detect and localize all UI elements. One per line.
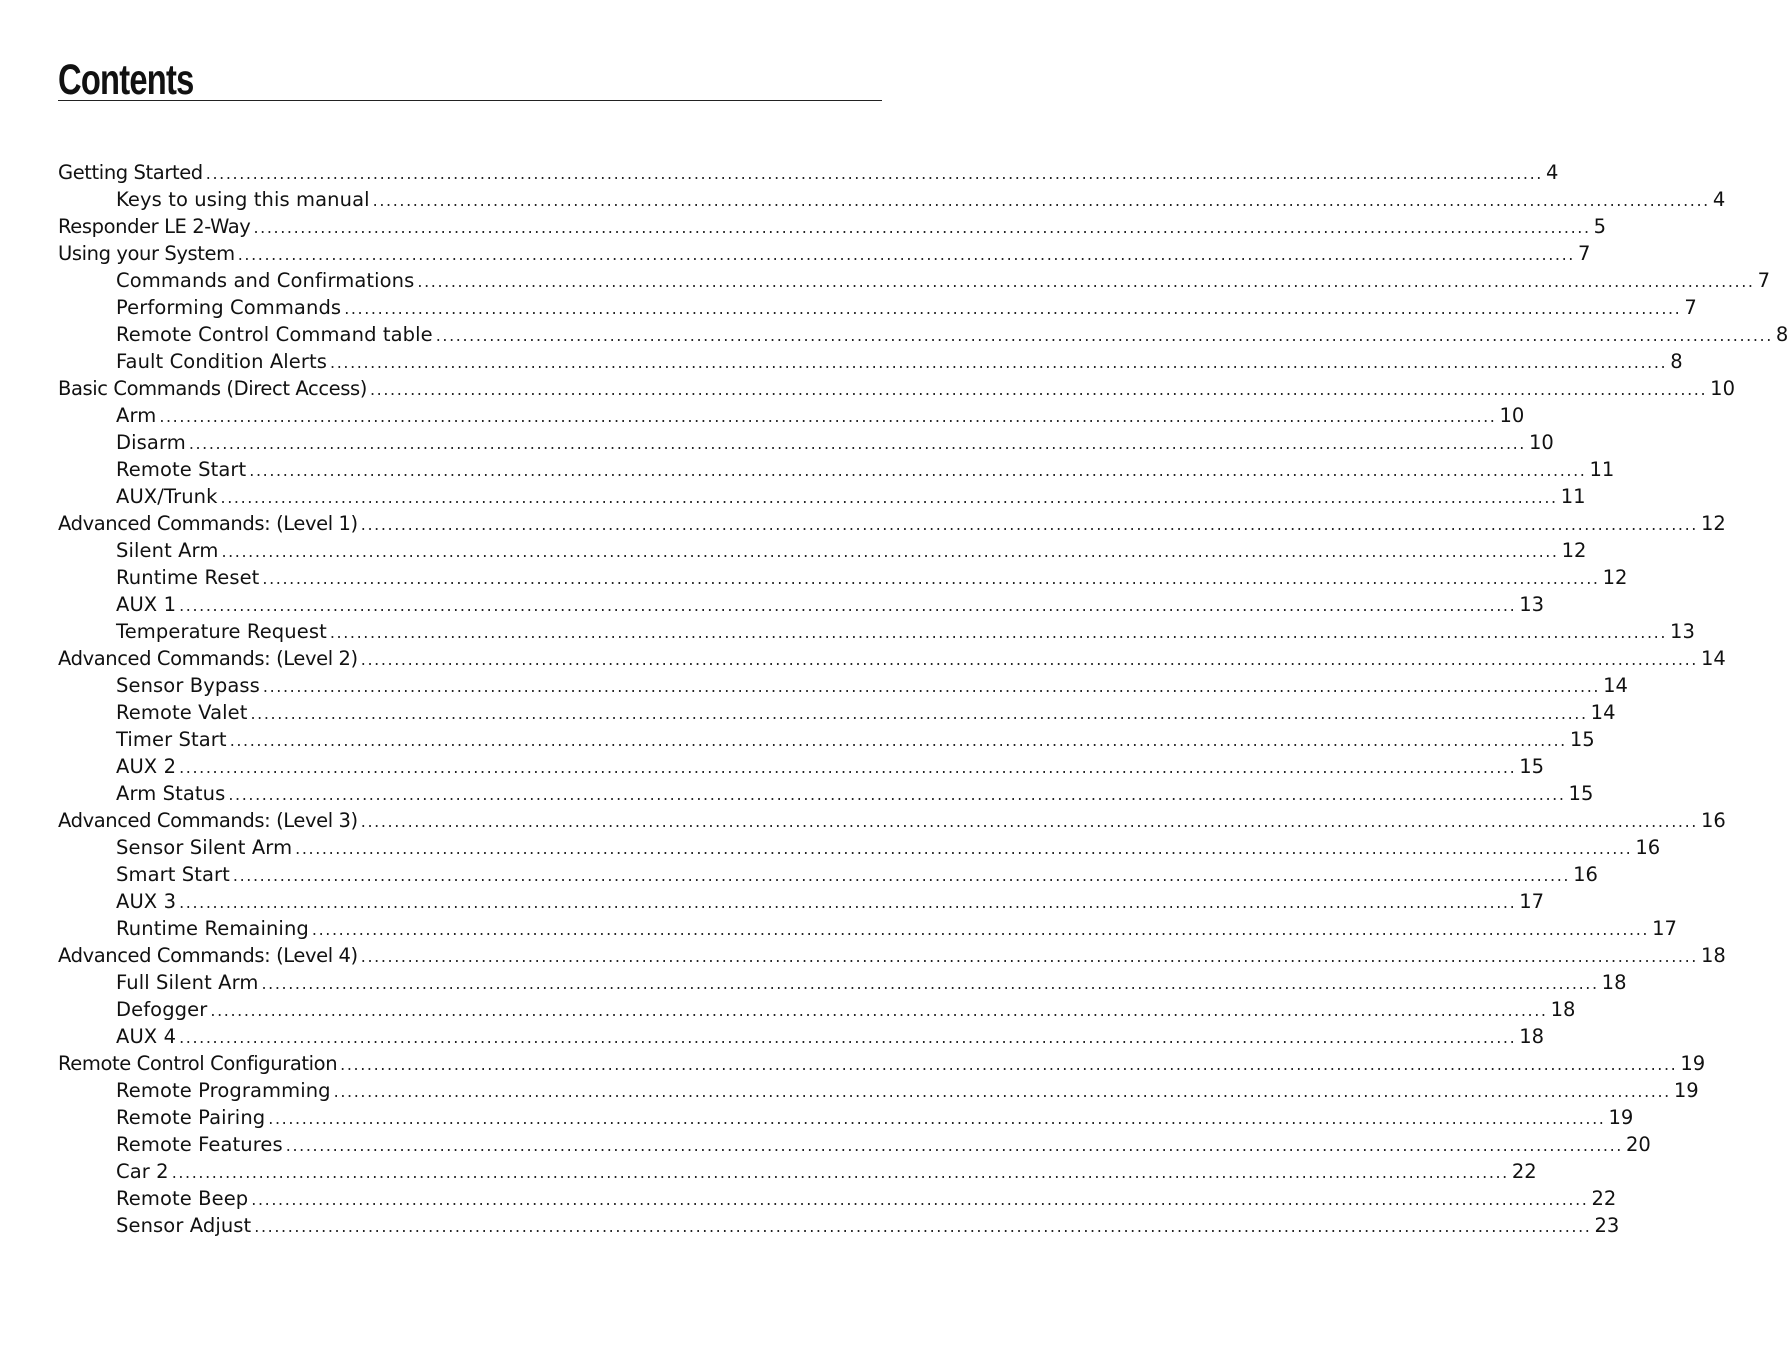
dot-leader: ........................................................................................................................................................................................................ (232, 866, 1571, 885)
toc-entry-label: AUX 1 (116, 593, 177, 616)
title-underline (58, 100, 882, 101)
dot-leader: ........................................................................................................................................................................................................ (372, 191, 1710, 210)
dot-leader: ........................................................................................................................................................................................................ (250, 704, 1588, 723)
toc-entry-label: Fault Condition Alerts (116, 350, 328, 373)
toc-section-entry[interactable] (58, 213, 1607, 240)
toc-subsection-entry[interactable] (58, 348, 1683, 375)
dot-leader: ........................................................................................................................................................................................................ (360, 812, 1698, 831)
toc-entry-label: Advanced Commands: (Level 3) (58, 809, 358, 832)
toc-page-number: 16 (1635, 836, 1661, 859)
dot-leader: ........................................................................................................................................................................................................ (237, 245, 1575, 264)
dot-leader: ........................................................................................................................................................................................................ (159, 407, 1497, 426)
dot-leader: ........................................................................................................................................................................................................ (330, 353, 1668, 372)
toc-entry-label: Sensor Bypass (116, 674, 260, 697)
toc-entry-label: Remote Control Configuration (58, 1052, 338, 1075)
dot-leader: ........................................................................................................................................................................................................ (220, 488, 1558, 507)
toc-subsection-entry[interactable] (58, 1185, 1617, 1212)
dot-leader: ........................................................................................................................................................................................................ (262, 677, 1601, 696)
toc-page-number: 19 (1608, 1106, 1634, 1129)
dot-leader: ........................................................................................................................................................................................................ (360, 947, 1698, 966)
toc-page-number: 17 (1652, 917, 1677, 940)
dot-leader: ........................................................................................................................................................................................................ (311, 920, 1650, 939)
toc-entry-label: Silent Arm (116, 539, 219, 562)
toc-entry-label: Advanced Commands: (Level 4) (58, 944, 358, 967)
toc-page-number: 22 (1511, 1160, 1537, 1183)
toc-subsection-entry[interactable] (58, 996, 1576, 1023)
dot-leader: ........................................................................................................................................................................................................ (179, 758, 1517, 777)
toc-page-number: 18 (1550, 998, 1576, 1021)
dot-leader: ........................................................................................................................................................................................................ (344, 299, 1682, 318)
toc-section-entry[interactable] (58, 510, 1726, 537)
toc-page-number: 10 (1529, 431, 1554, 454)
toc-subsection-entry[interactable] (58, 780, 1594, 807)
dot-leader: ........................................................................................................................................................................................................ (261, 974, 1599, 993)
toc-section-entry[interactable] (58, 375, 1735, 402)
toc-entry-label: Remote Programming (116, 1079, 331, 1102)
toc-entry-label: Runtime Remaining (116, 917, 309, 940)
toc-page-number: 18 (1601, 971, 1627, 994)
dot-leader: ........................................................................................................................................................................................................ (268, 1109, 1606, 1128)
dot-leader: ........................................................................................................................................................................................................ (221, 542, 1559, 561)
dot-leader: ........................................................................................................................................................................................................ (285, 1136, 1623, 1155)
toc-subsection-entry[interactable] (58, 294, 1697, 321)
toc-subsection-entry[interactable] (58, 1077, 1699, 1104)
toc-entry-label: Sensor Adjust (116, 1214, 252, 1237)
toc-section-entry[interactable] (58, 645, 1726, 672)
toc-entry-label: Timer Start (116, 728, 227, 751)
dot-leader: ........................................................................................................................................................................................................ (210, 1001, 1548, 1020)
toc-page-number: 17 (1519, 890, 1545, 913)
toc-subsection-entry[interactable] (58, 456, 1615, 483)
dot-leader: ........................................................................................................................................................................................................ (205, 164, 1543, 183)
toc-subsection-entry[interactable] (58, 591, 1545, 618)
toc-subsection-entry[interactable] (58, 618, 1695, 645)
toc-page-number: 22 (1591, 1187, 1617, 1210)
toc-page-number: 20 (1625, 1133, 1651, 1156)
toc-subsection-entry[interactable] (58, 861, 1598, 888)
toc-subsection-entry[interactable] (58, 699, 1616, 726)
toc-entry-label: Full Silent Arm (116, 971, 259, 994)
toc-subsection-entry[interactable] (58, 267, 1770, 294)
toc-entry-label: Runtime Reset (116, 566, 260, 589)
toc-subsection-entry[interactable] (58, 1104, 1634, 1131)
toc-section-entry[interactable] (58, 807, 1726, 834)
toc-page-number: 15 (1568, 782, 1594, 805)
dot-leader: ........................................................................................................................................................................................................ (333, 1082, 1671, 1101)
toc-entry-label: Keys to using this manual (116, 188, 370, 211)
toc-page-number: 8 (1775, 323, 1788, 346)
toc-page-number: 14 (1603, 674, 1628, 697)
toc-subsection-entry[interactable] (58, 537, 1587, 564)
toc-page-number: 15 (1569, 728, 1595, 751)
toc-entry-label: Basic Commands (Direct Access) (58, 377, 367, 400)
dot-leader: ........................................................................................................................................................................................................ (179, 596, 1517, 615)
toc-page-number: 23 (1594, 1214, 1620, 1237)
toc-section-entry[interactable] (58, 159, 1559, 186)
toc-subsection-entry[interactable] (58, 969, 1627, 996)
toc-entry-label: Performing Commands (116, 296, 342, 319)
dot-leader: ........................................................................................................................................................................................................ (295, 839, 1633, 858)
toc-subsection-entry[interactable] (58, 915, 1677, 942)
toc-entry-label: Temperature Request (116, 620, 327, 643)
toc-entry-label: Arm (116, 404, 157, 427)
toc-page-number: 16 (1700, 809, 1726, 832)
dot-leader: ........................................................................................................................................................................................................ (417, 272, 1755, 291)
toc-page-number: 19 (1673, 1079, 1699, 1102)
toc-entry-label: Sensor Silent Arm (116, 836, 293, 859)
toc-page-number: 12 (1700, 512, 1726, 535)
toc-subsection-entry[interactable] (58, 483, 1586, 510)
toc-subsection-entry[interactable] (58, 186, 1726, 213)
toc-entry-label: Remote Valet (116, 701, 248, 724)
table-of-contents (58, 159, 1788, 1239)
toc-entry-label: Using your System (58, 242, 235, 265)
dot-leader: ........................................................................................................................................................................................................ (360, 515, 1698, 534)
toc-entry-label: Remote Beep (116, 1187, 249, 1210)
toc-entry-label: Responder LE 2-Way (58, 215, 251, 238)
toc-subsection-entry[interactable] (58, 753, 1545, 780)
toc-page-number: 4 (1545, 161, 1559, 184)
toc-section-entry[interactable] (58, 942, 1726, 969)
toc-page-number: 15 (1519, 755, 1545, 778)
toc-subsection-entry[interactable] (58, 888, 1545, 915)
toc-entry-label: Disarm (116, 431, 186, 454)
toc-entry-label: AUX/Trunk (116, 485, 218, 508)
toc-entry-label: AUX 4 (116, 1025, 177, 1048)
dot-leader: ........................................................................................................................................................................................................ (369, 380, 1708, 399)
toc-page-number: 18 (1519, 1025, 1545, 1048)
toc-subsection-entry[interactable] (58, 1131, 1651, 1158)
page-title: Contents (58, 56, 194, 104)
dot-leader: ........................................................................................................................................................................................................ (188, 434, 1526, 453)
dot-leader: ........................................................................................................................................................................................................ (171, 1163, 1509, 1182)
toc-subsection-entry[interactable] (58, 1023, 1545, 1050)
dot-leader: ........................................................................................................................................................................................................ (253, 218, 1591, 237)
dot-leader: ........................................................................................................................................................................................................ (435, 326, 1773, 345)
toc-entry-label: Smart Start (116, 863, 230, 886)
toc-subsection-entry[interactable] (58, 1212, 1620, 1239)
toc-entry-label: Car 2 (116, 1160, 169, 1183)
toc-page-number: 5 (1593, 215, 1607, 238)
dot-leader: ........................................................................................................................................................................................................ (262, 569, 1600, 588)
toc-subsection-entry[interactable] (58, 672, 1628, 699)
toc-subsection-entry[interactable] (58, 726, 1595, 753)
toc-subsection-entry[interactable] (58, 402, 1525, 429)
dot-leader: ........................................................................................................................................................................................................ (360, 650, 1698, 669)
toc-page-number: 12 (1561, 539, 1587, 562)
toc-entry-label: Arm Status (116, 782, 226, 805)
toc-section-entry[interactable] (58, 240, 1591, 267)
dot-leader: ........................................................................................................................................................................................................ (251, 1190, 1589, 1209)
toc-subsection-entry[interactable] (58, 834, 1661, 861)
toc-page-number: 14 (1700, 647, 1726, 670)
toc-subsection-entry[interactable] (58, 321, 1788, 348)
dot-leader: ........................................................................................................................................................................................................ (340, 1055, 1678, 1074)
toc-entry-label: Remote Control Command table (116, 323, 433, 346)
toc-subsection-entry[interactable] (58, 429, 1554, 456)
toc-page-number: 13 (1519, 593, 1545, 616)
toc-subsection-entry[interactable] (58, 564, 1628, 591)
toc-entry-label: Getting Started (58, 161, 203, 184)
dot-leader: ........................................................................................................................................................................................................ (249, 461, 1587, 480)
toc-page-number: 7 (1757, 269, 1770, 292)
dot-leader: ........................................................................................................................................................................................................ (228, 785, 1566, 804)
toc-page-number: 10 (1710, 377, 1735, 400)
toc-entry-label: Remote Features (116, 1133, 283, 1156)
toc-page-number: 18 (1700, 944, 1726, 967)
toc-entry-label: AUX 2 (116, 755, 177, 778)
toc-page-number: 14 (1590, 701, 1616, 724)
toc-entry-label: Advanced Commands: (Level 2) (58, 647, 358, 670)
toc-entry-label: Commands and Confirmations (116, 269, 415, 292)
toc-page-number: 12 (1602, 566, 1628, 589)
toc-page-number: 11 (1589, 458, 1615, 481)
toc-page-number: 19 (1680, 1052, 1706, 1075)
toc-page-number: 13 (1670, 620, 1695, 643)
toc-entry-label: Remote Pairing (116, 1106, 266, 1129)
dot-leader: ........................................................................................................................................................................................................ (254, 1217, 1592, 1236)
toc-entry-label: Defogger (116, 998, 208, 1021)
dot-leader: ........................................................................................................................................................................................................ (329, 623, 1668, 642)
toc-entry-label: Advanced Commands: (Level 1) (58, 512, 358, 535)
toc-subsection-entry[interactable] (58, 1158, 1537, 1185)
dot-leader: ........................................................................................................................................................................................................ (179, 1028, 1517, 1047)
toc-page-number: 7 (1684, 296, 1697, 319)
toc-section-entry[interactable] (58, 1050, 1706, 1077)
toc-page-number: 8 (1670, 350, 1683, 373)
toc-page-number: 4 (1712, 188, 1726, 211)
toc-page-number: 16 (1573, 863, 1598, 886)
dot-leader: ........................................................................................................................................................................................................ (179, 893, 1517, 912)
toc-page-number: 10 (1499, 404, 1525, 427)
dot-leader: ........................................................................................................................................................................................................ (229, 731, 1567, 750)
toc-entry-label: AUX 3 (116, 890, 177, 913)
toc-page-number: 11 (1560, 485, 1586, 508)
toc-page-number: 7 (1577, 242, 1591, 265)
toc-entry-label: Remote Start (116, 458, 247, 481)
